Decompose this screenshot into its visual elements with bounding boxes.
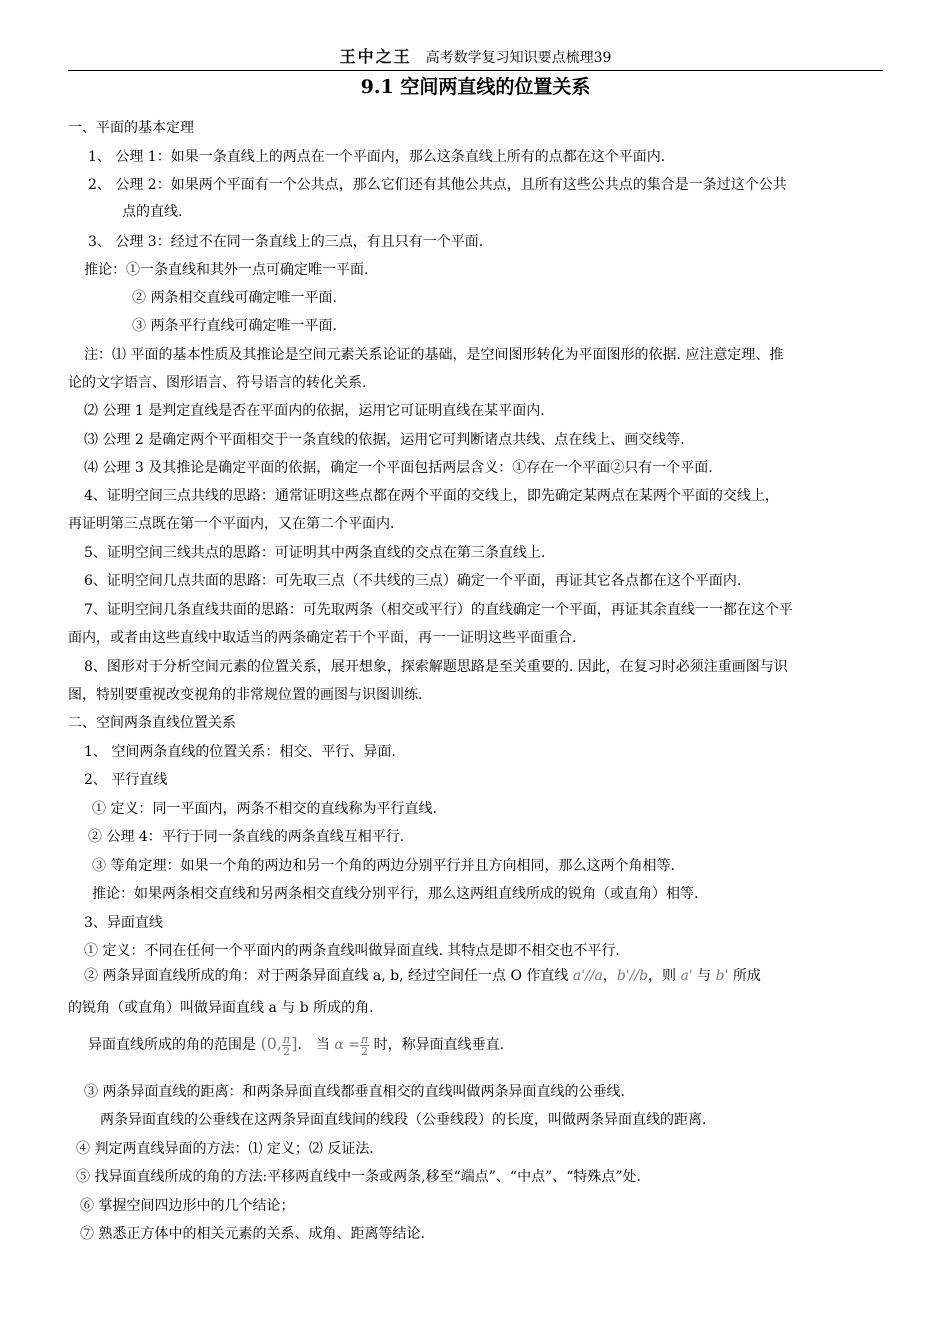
text-line: ⑷ 公理 3 及其推论是确定平面的依据，确定一个平面包括两层含义：①存在一个平面②只有一个平面. [84,460,713,476]
text-line: 1、 空间两条直线的位置关系：相交、平行、异面. [84,744,396,760]
text-span: 与 [692,968,716,984]
math-alpha: α = [334,1037,360,1053]
text-line: 2、 平行直线 [84,772,168,788]
text-line: 1、 公理 1：如果一条直线上的两点在一个平面内，那么这条直线上所有的点都在这个平面内. [88,149,666,165]
text-span: 所成 [728,968,761,984]
text-span: ， [602,968,617,984]
text-line: 6、证明空间几点共面的思路：可先取三点（不共线的三点）确定一个平面，再证其它各点都在这个平面内. [84,573,742,589]
text-line: 论的文字语言、图形语言、符号语言的转化关系. [68,375,367,391]
text-line: 图，特别要重视改变视角的非常规位置的画图与识图训练. [68,687,423,703]
text-line: ⑥ 掌握空间四边形中的几个结论； [80,1198,295,1214]
text-span: ② 两条异面直线所成的角：对于两条异面直线 a, b, 经过空间任一点 O 作直线 [84,968,573,984]
text-line: ③ 两条平行直线可确定唯一平面. [132,318,337,334]
math-a-prime: a' [680,968,693,984]
fraction-denominator: 2 [283,1044,291,1058]
text-line: 5、证明空间三线共点的思路：可证明其中两条直线的交点在第三条直线上. [84,545,546,561]
text-line: ③ 等角定理：如果一个角的两边和另一个角的两边分别平行并且方向相同，那么这两个角相等. [92,858,675,874]
text-line: 推论：如果两条相交直线和另两条相交直线分别平行，那么这两组直线所成的锐角（或直角）相等. [92,886,699,902]
header-subtitle: 高考数学复习知识要点梳理39 [425,50,612,66]
math-b-parallel: b'//b [616,968,649,984]
fraction-numerator: π [282,1032,291,1046]
header-brand: 王中之王 [339,47,412,66]
text-span: ． 当 [297,1037,335,1053]
text-span: 时，称异面直线垂直. [369,1037,505,1053]
text-line: 点的直线. [122,204,183,220]
text-line: ⑤ 找异面直线所成的角的方法:平移两直线中一条或两条,移至“端点”、“中点”、“特殊点”处. [76,1169,642,1185]
text-line: 2、 公理 2：如果两个平面有一个公共点，那么它们还有其他公共点，且所有这些公共点的集合是一条过这个公共 [88,177,787,193]
text-line: ⑶ 公理 2 是确定两个平面相交于一条直线的依据，运用它可判断诸点共线、点在线上、画交线等. [84,432,685,448]
math-open-paren: (0, [260,1034,282,1053]
text-line: 一、平面的基本定理 [68,120,194,136]
math-a-parallel: a'//a [572,968,603,984]
text-line: 3、 公理 3：经过不在同一条直线上的三点，有且只有一个平面. [88,234,484,250]
text-line: ② 公理 4：平行于同一条直线的两条直线互相平行. [88,829,405,845]
text-line: ④ 判定两直线异面的方法：⑴ 定义；⑵ 反证法. [76,1141,374,1157]
text-line: 面内，或者由这些直线中取适当的两条确定若干个平面，再一一证明这些平面重合. [68,630,577,646]
text-line: ⑵ 公理 1 是判定直线是否在平面内的依据，运用它可证明直线在某平面内. [84,403,545,419]
fraction-numerator: π [361,1032,369,1046]
math-fraction [360,1034,369,1057]
text-line: 二、空间两条直线位置关系 [68,715,236,731]
text-line: 8、图形对于分析空间元素的位置关系，展开想象，探索解题思路是至关重要的. 因此，在复习时必须注重画图与识 [84,659,788,675]
text-span: 异面直线所成的角的范围是 [88,1037,261,1053]
text-line: 3、异面直线 [84,915,163,931]
text-line: ① 定义：同一平面内，两条不相交的直线称为平行直线. [92,801,437,817]
page-header [68,46,883,71]
text-line: 注：⑴ 平面的基本性质及其推论是空间元素关系论证的基础，是空间图形转化为平面图形的依据. 应注意定理、推 [84,347,784,363]
text-line: 的锐角（或直角）叫做异面直线 a 与 b 所成的角. [68,1000,374,1016]
math-b-prime: b' [715,968,729,984]
text-line: 再证明第三点既在第一个平面内，又在第二个平面内. [68,516,395,532]
text-line: ③ 两条异面直线的距离：和两条异面直线都垂直相交的直线叫做两条异面直线的公垂线. [84,1084,625,1100]
text-line: ① 定义：不同在任何一个平面内的两条直线叫做异面直线. 其特点是即不相交也不平行. [84,943,620,959]
skew-angle-definition [84,966,761,986]
fraction-denominator: 2 [361,1044,369,1058]
text-line: ⑦ 熟悉正方体中的相关元素的关系、成角、距离等结论. [80,1226,425,1242]
text-line: 4、证明空间三点共线的思路：通常证明这些点都在两个平面的交线上，即先确定某两点在某两个平面的交线上， [84,488,779,504]
text-line: 7、证明空间几条直线共面的思路：可先取两条（相交或平行）的直线确定一个平面，再证其余直线一一都在这个平 [84,602,793,618]
math-close-bracket: ] [291,1034,298,1053]
section-title: 9.1 空间两直线的位置关系 [360,76,591,98]
text-span: ，则 [648,968,681,984]
text-line: ② 两条相交直线可确定唯一平面. [132,290,337,306]
text-line: 推论：①一条直线和其外一点可确定唯一平面. [84,262,369,278]
text-line: 两条异面直线的公垂线在这两条异面直线间的线段（公垂线段）的长度，叫做两条异面直线的距离. [100,1112,707,1128]
skew-angle-range [88,1030,504,1059]
math-fraction [282,1034,291,1057]
